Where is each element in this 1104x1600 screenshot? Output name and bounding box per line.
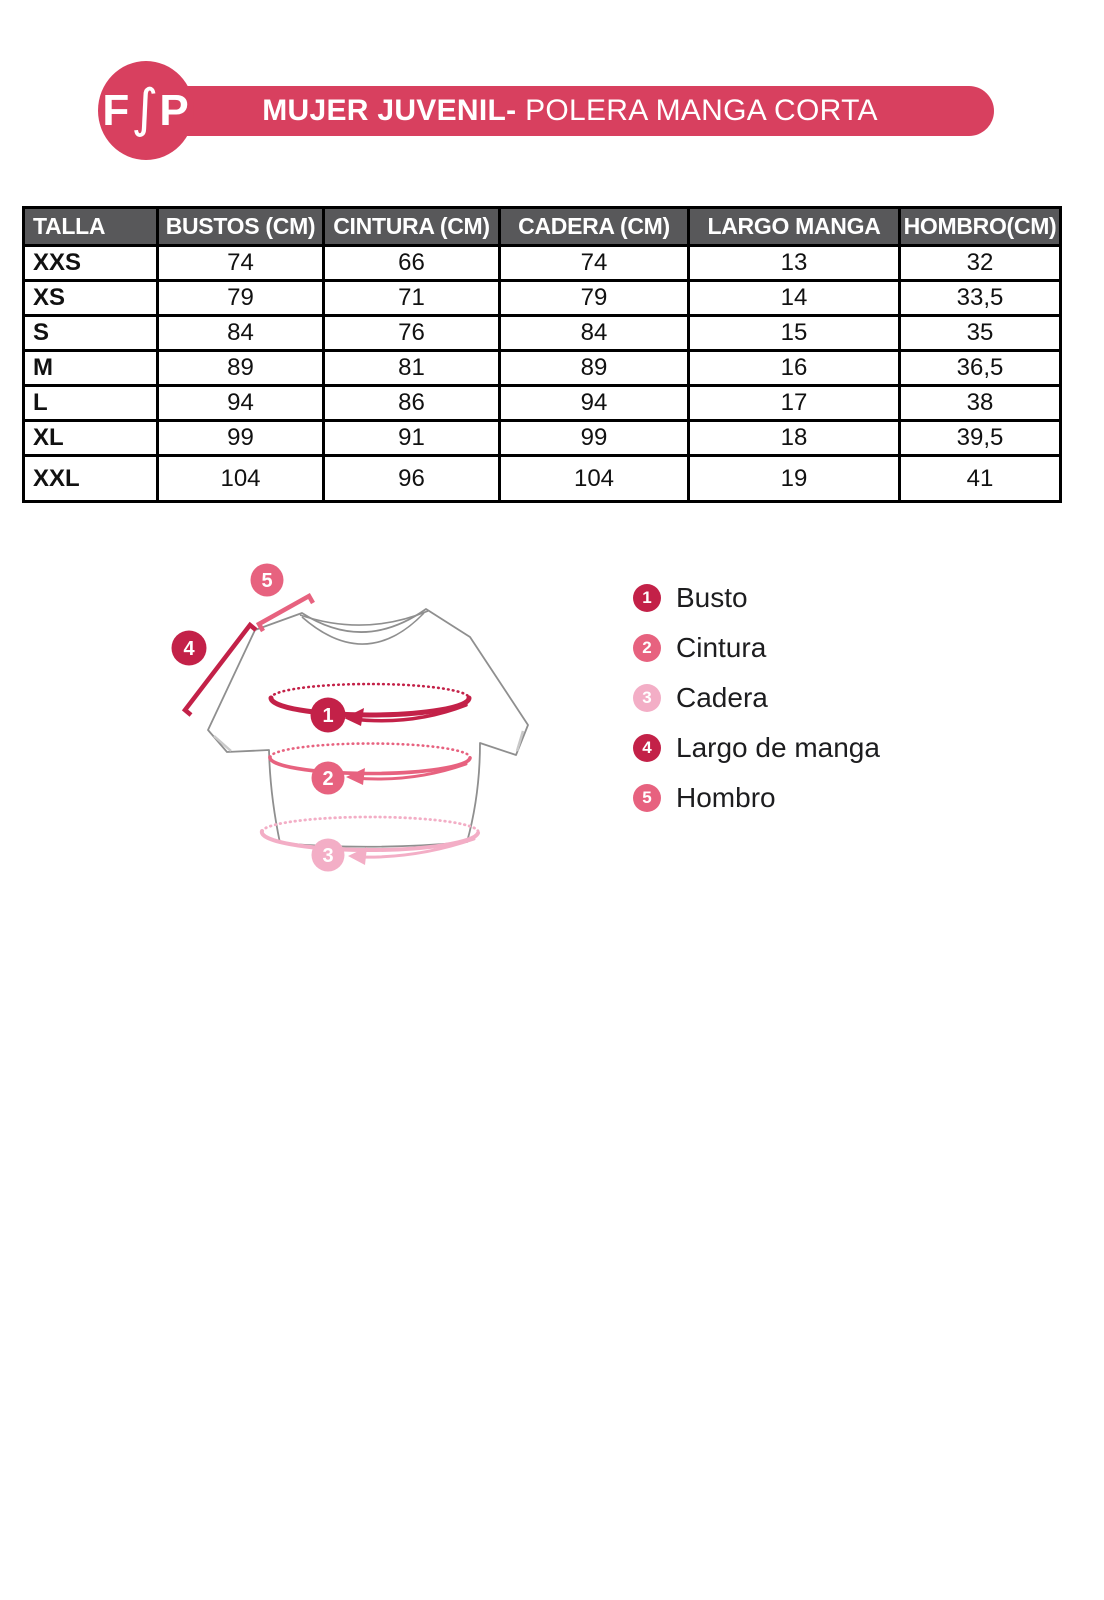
measurement-cell: 94 xyxy=(158,386,324,421)
measurement-cell: 79 xyxy=(158,281,324,316)
column-header: TALLA xyxy=(24,208,158,246)
legend-badge: 5 xyxy=(633,784,661,812)
legend-item xyxy=(633,784,880,812)
measurement-cell: 99 xyxy=(158,421,324,456)
measurement-cell: 104 xyxy=(158,456,324,502)
size-label-cell: XXS xyxy=(24,246,158,281)
measurement-cell: 79 xyxy=(500,281,689,316)
size-label-cell: XXL xyxy=(24,456,158,502)
legend-item xyxy=(633,734,880,762)
table-row xyxy=(24,456,1061,502)
measurement-cell: 18 xyxy=(689,421,900,456)
page-title xyxy=(262,94,878,128)
measurement-cell: 39,5 xyxy=(900,421,1061,456)
legend-label: Cadera xyxy=(676,682,768,713)
measurement-cell: 76 xyxy=(324,316,500,351)
legend-label: Busto xyxy=(676,582,748,613)
size-label-cell: L xyxy=(24,386,158,421)
measurement-cell: 35 xyxy=(900,316,1061,351)
legend-label: Hombro xyxy=(676,782,776,813)
size-label-cell: XL xyxy=(24,421,158,456)
hip-badge-number: 3 xyxy=(322,845,334,867)
measurement-cell: 89 xyxy=(500,351,689,386)
measurement-cell: 99 xyxy=(500,421,689,456)
page-title-category: MUJER JUVENIL- xyxy=(262,94,517,127)
size-table xyxy=(22,206,1062,503)
measurement-cell: 13 xyxy=(689,246,900,281)
logo-letter-s: ∫ xyxy=(131,78,159,139)
size-diagram xyxy=(150,545,590,885)
measurement-cell: 14 xyxy=(689,281,900,316)
measurement-cell: 32 xyxy=(900,246,1061,281)
legend-item xyxy=(633,684,880,712)
legend-badge: 1 xyxy=(633,584,661,612)
logo-letter-f: F xyxy=(102,85,131,135)
shoulder-badge-number: 5 xyxy=(261,570,273,592)
table-row xyxy=(24,246,1061,281)
measurement-cell: 17 xyxy=(689,386,900,421)
table-row xyxy=(24,316,1061,351)
measurement-cell: 38 xyxy=(900,386,1061,421)
measurement-cell: 94 xyxy=(500,386,689,421)
measurement-cell: 71 xyxy=(324,281,500,316)
waist-badge-number: 2 xyxy=(322,768,334,790)
column-header: BUSTOS (CM) xyxy=(158,208,324,246)
measurement-cell: 96 xyxy=(324,456,500,502)
column-header: CADERA (CM) xyxy=(500,208,689,246)
table-row xyxy=(24,386,1061,421)
bust-badge-number: 1 xyxy=(322,705,334,727)
size-table-head-row xyxy=(24,208,1061,246)
size-table-body xyxy=(24,246,1061,502)
size-label-cell: S xyxy=(24,316,158,351)
column-header: CINTURA (CM) xyxy=(324,208,500,246)
table-row xyxy=(24,281,1061,316)
measurement-cell: 84 xyxy=(158,316,324,351)
legend-label: Cintura xyxy=(676,632,767,663)
measurement-cell: 74 xyxy=(500,246,689,281)
header-banner xyxy=(146,86,994,136)
logo-letter-p: P xyxy=(159,85,190,135)
measurement-cell: 36,5 xyxy=(900,351,1061,386)
size-label-cell: M xyxy=(24,351,158,386)
shirt-outline xyxy=(208,609,528,847)
measurement-cell: 91 xyxy=(324,421,500,456)
legend-badge: 3 xyxy=(633,684,661,712)
size-label-cell: XS xyxy=(24,281,158,316)
sleeve-length-badge-number: 4 xyxy=(183,638,195,660)
measurement-cell: 33,5 xyxy=(900,281,1061,316)
legend xyxy=(633,584,880,812)
measurement-cell: 104 xyxy=(500,456,689,502)
measurement-cell: 74 xyxy=(158,246,324,281)
legend-badge: 2 xyxy=(633,634,661,662)
legend-item xyxy=(633,584,880,612)
table-row xyxy=(24,351,1061,386)
measurement-cell: 84 xyxy=(500,316,689,351)
measurement-cell: 86 xyxy=(324,386,500,421)
measurement-cell: 89 xyxy=(158,351,324,386)
measurement-cell: 19 xyxy=(689,456,900,502)
brand-logo xyxy=(98,61,194,160)
page-title-product: POLERA MANGA CORTA xyxy=(516,94,878,127)
column-header: HOMBRO(CM) xyxy=(900,208,1061,246)
legend-label: Largo de manga xyxy=(676,732,880,763)
measurement-cell: 41 xyxy=(900,456,1061,502)
measurement-cell: 81 xyxy=(324,351,500,386)
legend-badge: 4 xyxy=(633,734,661,762)
column-header: LARGO MANGA xyxy=(689,208,900,246)
table-row xyxy=(24,421,1061,456)
measurement-cell: 16 xyxy=(689,351,900,386)
measurement-cell: 15 xyxy=(689,316,900,351)
legend-item xyxy=(633,634,880,662)
measurement-cell: 66 xyxy=(324,246,500,281)
